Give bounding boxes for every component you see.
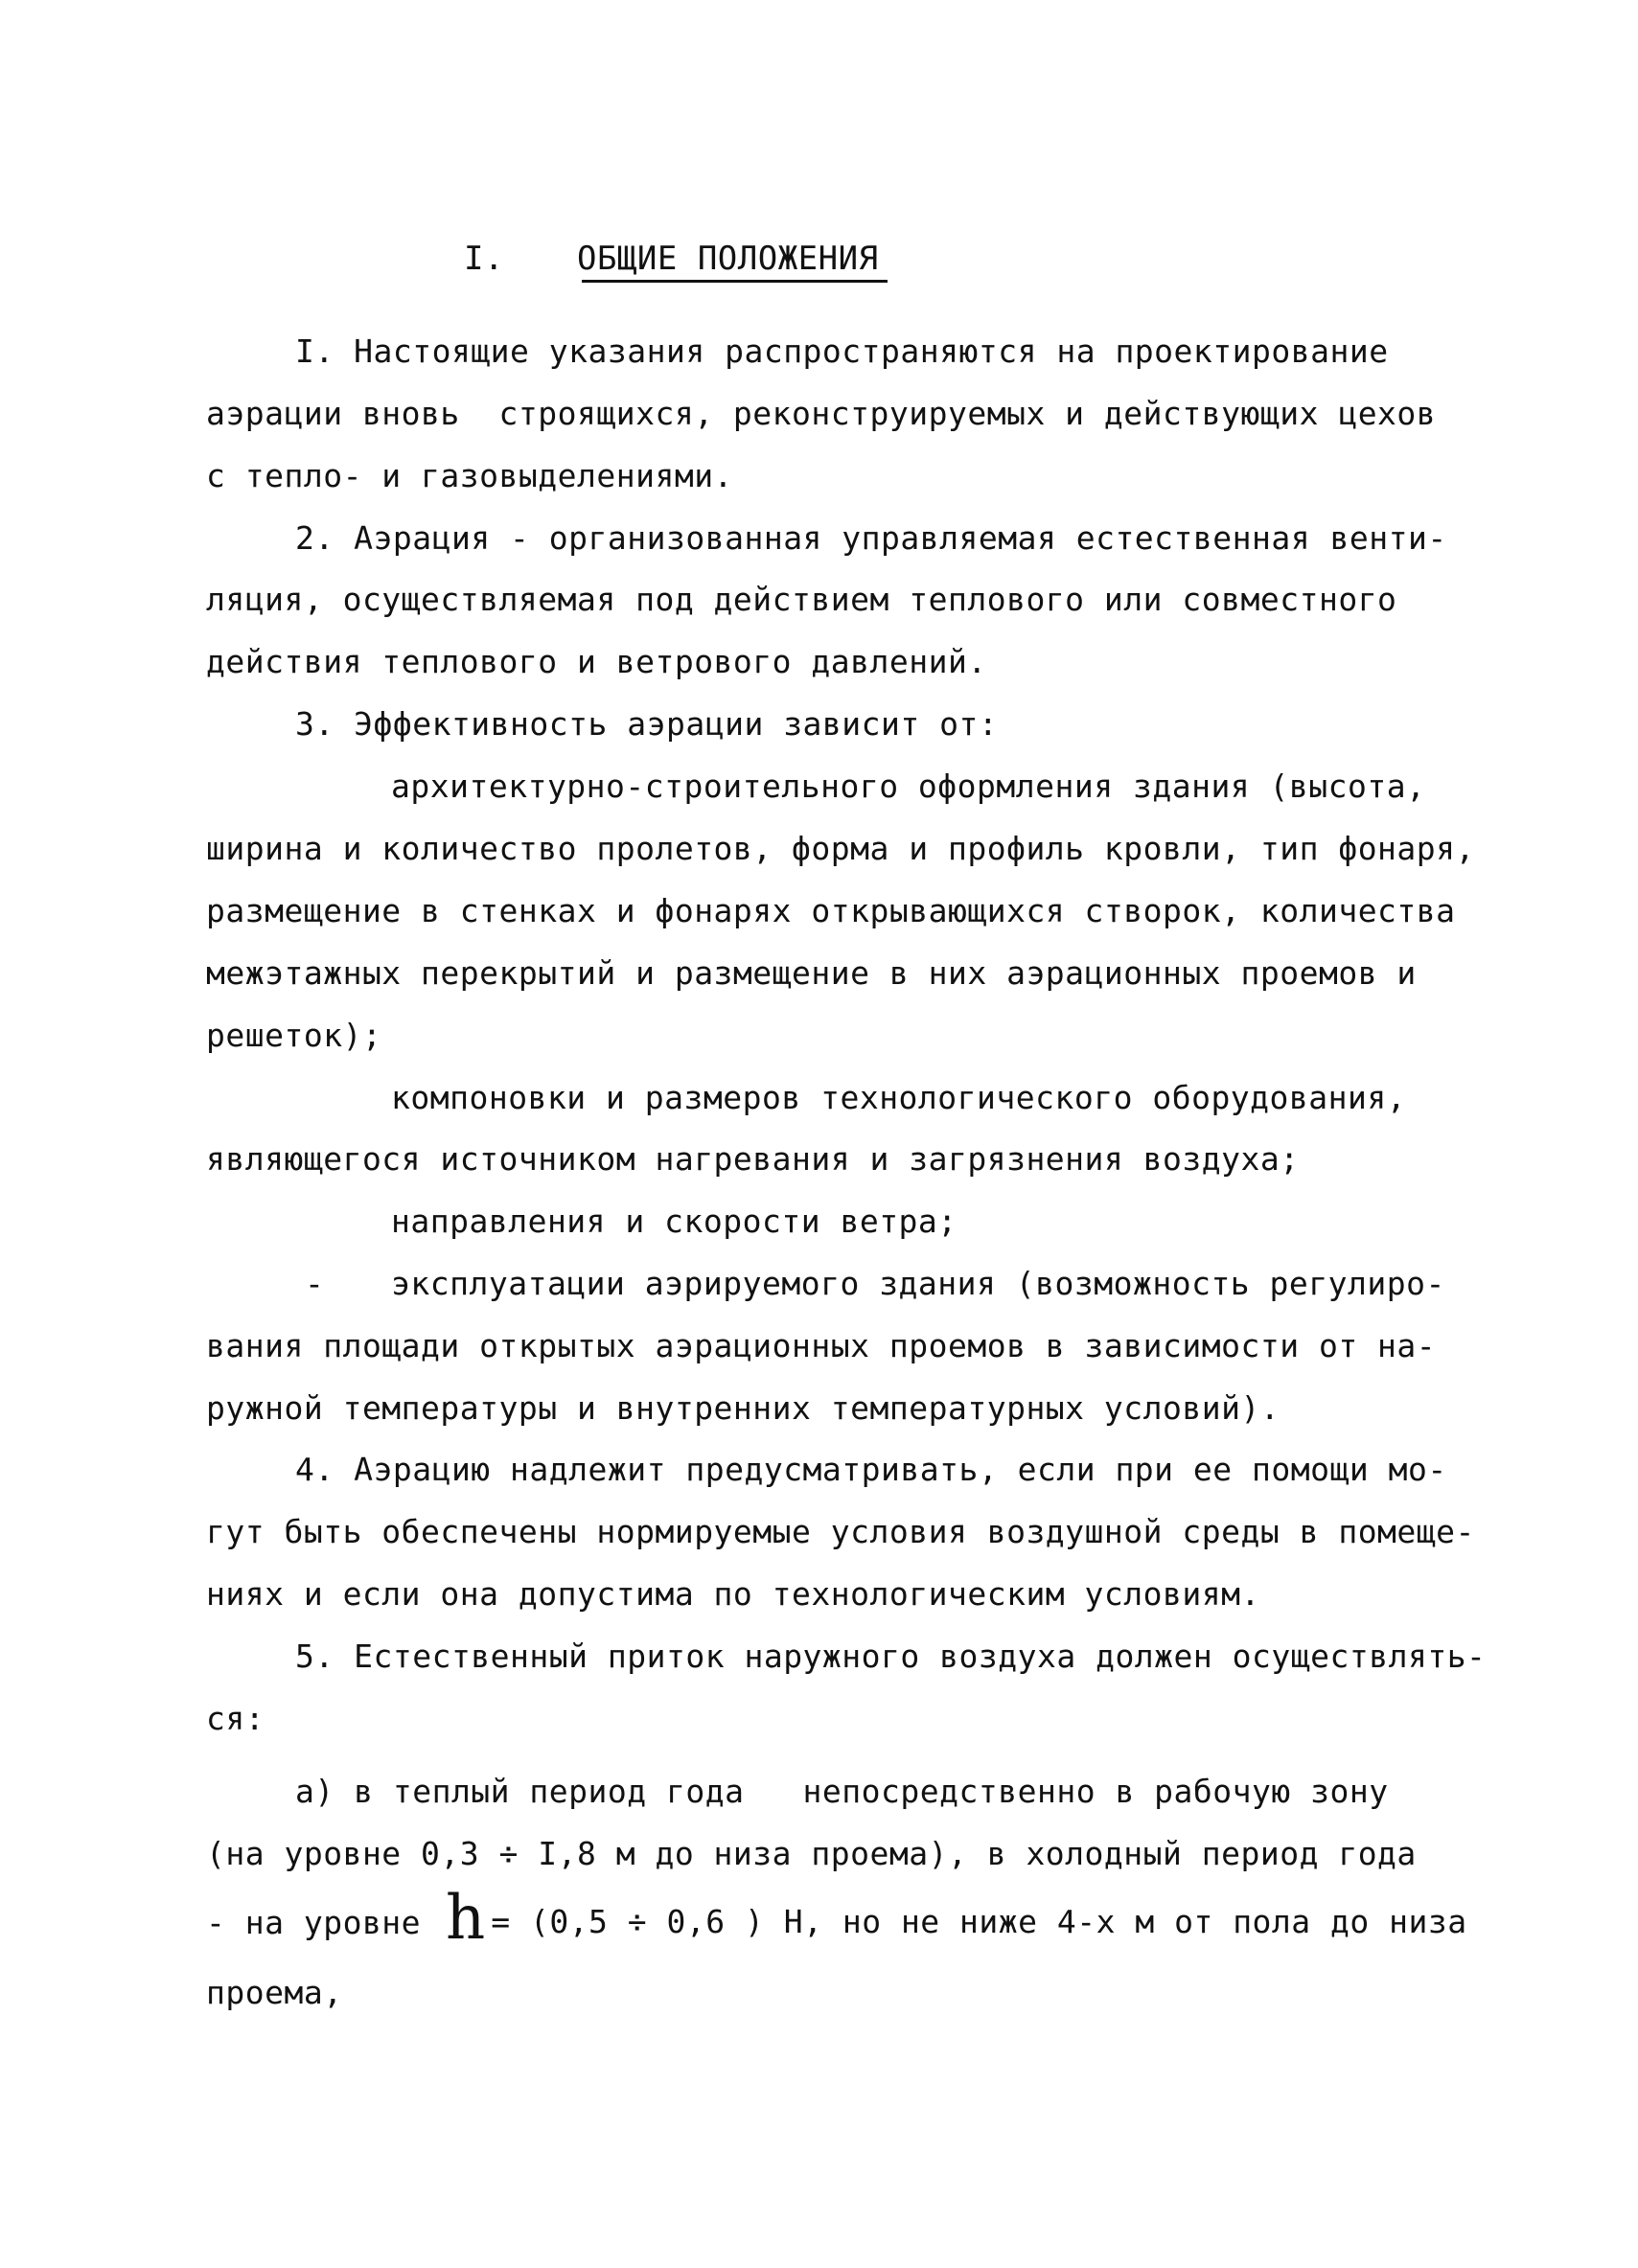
paragraph-4-line-1: 4. Аэрацию надлежит предусматривать, если при ее помощи мо- bbox=[295, 1451, 1447, 1488]
paragraph-3-item-3: направления и скорости ветра; bbox=[391, 1203, 957, 1240]
paragraph-5a-line-1: а) в теплый период года непосредственно в рабочую зону bbox=[295, 1773, 1389, 1810]
title-underline bbox=[582, 280, 888, 283]
paragraph-3-item-1-line-2: ширина и количество пролетов, форма и профиль кровли, тип фонаря, bbox=[206, 830, 1475, 867]
paragraph-3-item-1-line-1: архитектурно-строительного оформления здания (высота, bbox=[391, 767, 1426, 805]
paragraph-3-item-2-line-1: компоновки и размеров технологического оборудования, bbox=[391, 1079, 1407, 1116]
paragraph-3-item-1-line-4: межэтажных перекрытий и размещение в них аэрационных проемов и bbox=[206, 954, 1417, 992]
height-formula bbox=[446, 1883, 1467, 1954]
paragraph-2-line-1: 2. Аэрация - организованная управляемая естественная венти- bbox=[295, 519, 1447, 557]
section-number: I. bbox=[464, 240, 504, 278]
paragraph-4-line-2: гут быть обеспечены нормируемые условия воздушной среды в помеще- bbox=[206, 1513, 1475, 1550]
paragraph-2-line-3: действия теплового и ветрового давлений. bbox=[206, 643, 987, 680]
paragraph-3-item-1-line-3: размещение в стенках и фонарях открывающихся створок, количества bbox=[206, 892, 1456, 929]
paragraph-3-item-4-line-2: вания площади открытых аэрационных проемов в зависимости от на- bbox=[206, 1327, 1437, 1364]
section-title: ОБЩИЕ ПОЛОЖЕНИЯ bbox=[577, 240, 879, 278]
paragraph-5-line-1: 5. Естественный приток наружного воздуха должен осуществлять- bbox=[295, 1638, 1487, 1675]
paragraph-3-item-4-line-3: ружной температуры и внутренних температурных условий). bbox=[206, 1389, 1280, 1427]
paragraph-5a-line-2: (на уровне 0,3 ÷ I,8 м до низа проема), в холодный период года bbox=[206, 1835, 1417, 1872]
paragraph-4-line-3: ниях и если она допустима по технологическим условиям. bbox=[206, 1575, 1260, 1613]
formula-expression: = (0,5 ÷ 0,6 ) Н, но не ниже 4-х м от пола до низа bbox=[491, 1903, 1467, 1940]
paragraph-3-item-1-line-5: решеток); bbox=[206, 1017, 382, 1054]
list-dash: - bbox=[305, 1265, 325, 1302]
paragraph-3-item-2-line-2: являющегося источником нагревания и загрязнения воздуха; bbox=[206, 1140, 1300, 1178]
paragraph-2-line-2: ляция, осуществляемая под действием теплового или совместного bbox=[206, 581, 1397, 618]
paragraph-1-line-1: I. Настоящие указания распространяются на проектирование bbox=[295, 332, 1389, 370]
paragraph-5a-line-3: - на уровне bbox=[206, 1904, 422, 1941]
paragraph-5-line-2: ся: bbox=[206, 1700, 265, 1737]
paragraph-5a-line-4: проема, bbox=[206, 1974, 343, 2011]
paragraph-3-line-1: 3. Эффективность аэрации зависит от: bbox=[295, 705, 999, 743]
paragraph-1-line-3: с тепло- и газовыделениями. bbox=[206, 457, 733, 494]
paragraph-1-line-2: аэрации вновь строящихся, реконструируемых и действующих цехов bbox=[206, 395, 1437, 432]
paragraph-3-item-4-line-1: эксплуатации аэрируемого здания (возможность регулиро- bbox=[391, 1265, 1445, 1302]
formula-symbol-h: h bbox=[446, 1883, 486, 1954]
